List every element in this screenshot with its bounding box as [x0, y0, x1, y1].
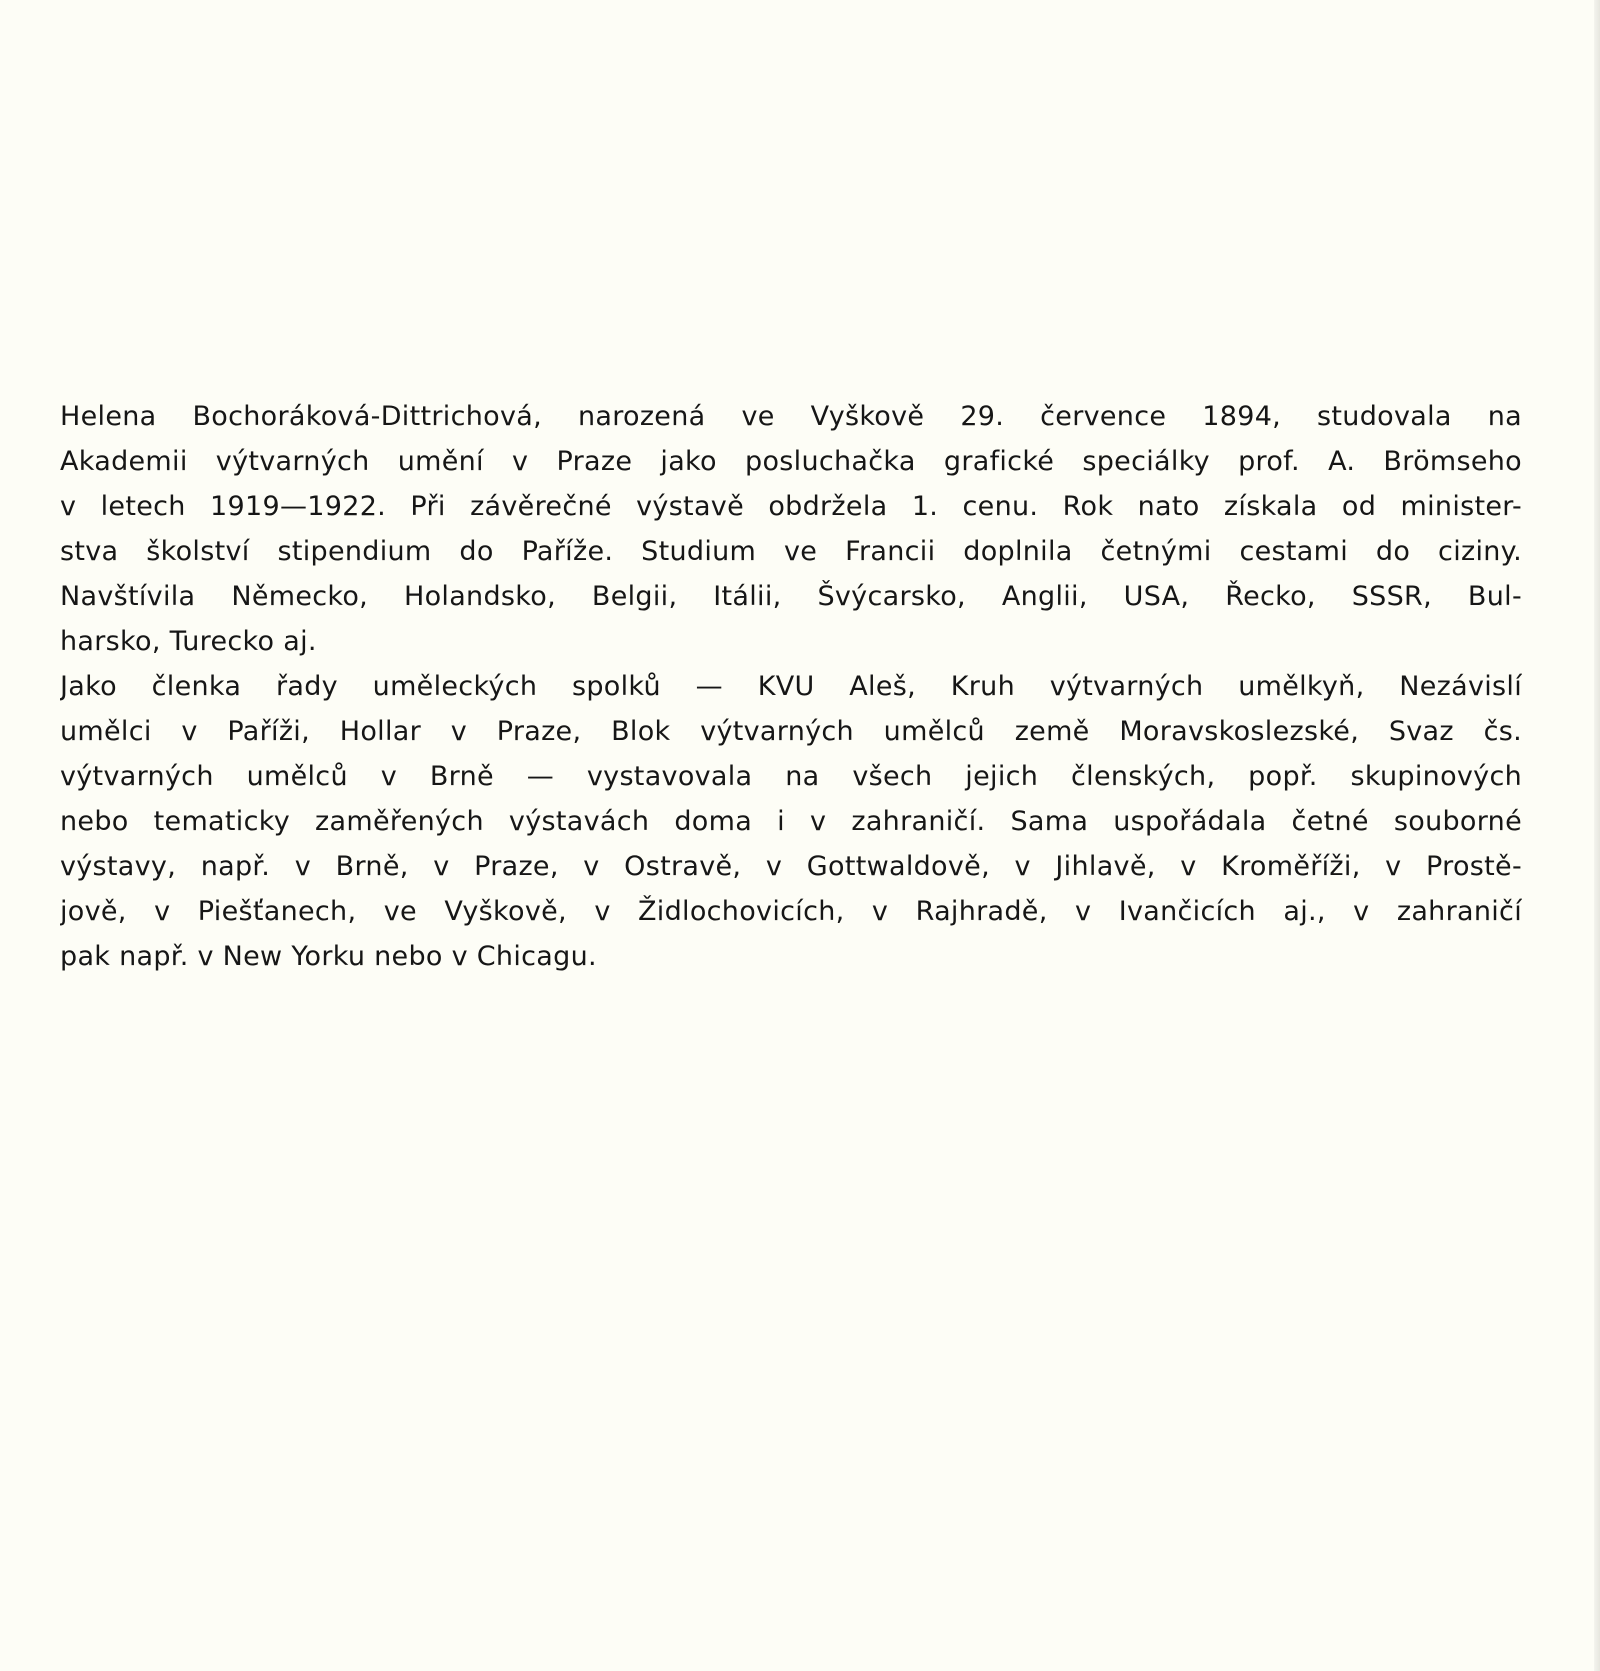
text-line: stva školství stipendium do Paříže. Studium ve Francii doplnila četnými cestami do ciziny.	[60, 536, 1522, 567]
text-line: výstavy, např. v Brně, v Praze, v Ostravě, v Gottwaldově, v Jihlavě, v Kroměříži, v Prostě-	[60, 851, 1522, 882]
text-line: jově, v Piešťanech, ve Vyškově, v Židlochovicích, v Rajhradě, v Ivančicích aj., v zahraničí	[60, 896, 1522, 927]
text-line: harsko, Turecko aj.	[60, 626, 317, 657]
page-edge	[1594, 0, 1600, 1671]
text-line: Navštívila Německo, Holandsko, Belgii, Itálii, Švýcarsko, Anglii, USA, Řecko, SSSR, Bul-	[60, 581, 1522, 612]
text-line: v letech 1919—1922. Při závěrečné výstavě obdržela 1. cenu. Rok nato získala od minister-	[60, 491, 1522, 522]
text-line: Akademii výtvarných umění v Praze jako posluchačka grafické speciálky prof. A. Brömseho	[60, 446, 1522, 477]
paragraph-2	[60, 664, 1522, 979]
paragraph-1	[60, 394, 1522, 664]
text-line: pak např. v New Yorku nebo v Chicagu.	[60, 941, 597, 972]
text-line: Jako členka řady uměleckých spolků — KVU Aleš, Kruh výtvarných umělkyň, Nezávislí	[60, 671, 1522, 702]
text-line: nebo tematicky zaměřených výstavách doma i v zahraničí. Sama uspořádala četné souborné	[60, 806, 1522, 837]
biography-text	[60, 394, 1522, 979]
text-line: Helena Bochoráková-Dittrichová, narozená ve Vyškově 29. července 1894, studovala na	[60, 401, 1522, 432]
text-line: umělci v Paříži, Hollar v Praze, Blok výtvarných umělců země Moravskoslezské, Svaz čs.	[60, 716, 1522, 747]
text-line: výtvarných umělců v Brně — vystavovala na všech jejich členských, popř. skupinových	[60, 761, 1522, 792]
